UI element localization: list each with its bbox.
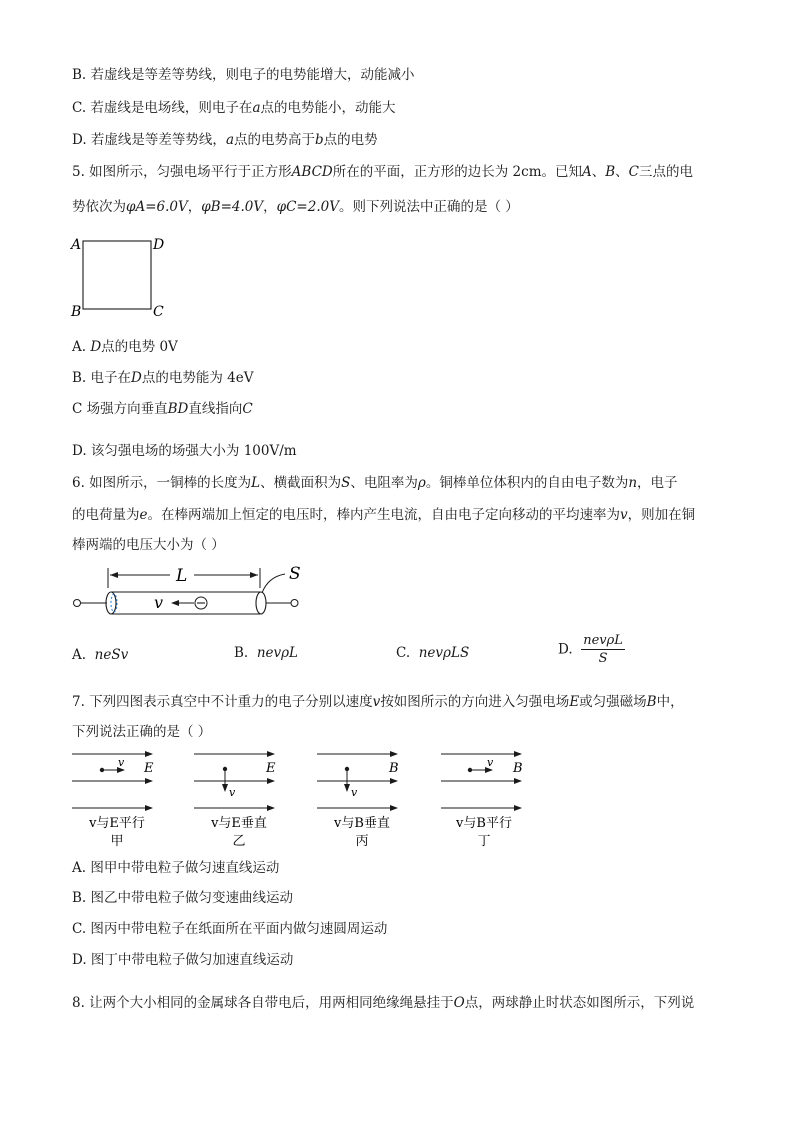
svg-text:v: v bbox=[487, 756, 494, 769]
figure-name: 丁 bbox=[477, 834, 491, 849]
figure-yi bbox=[194, 754, 276, 849]
q6-option-c: C. nevρLS bbox=[396, 645, 470, 661]
q6-option-d: D. $\frac{\text{nevρL}}{S}$ bbox=[558, 633, 623, 666]
figure-name: 丙 bbox=[355, 834, 369, 849]
velocity-label: v bbox=[154, 593, 164, 612]
q6-copper-rod-figure bbox=[70, 560, 315, 620]
q7-stem-line2: 下列说法正确的是（ ） bbox=[72, 724, 212, 740]
label-d: D bbox=[153, 237, 165, 253]
length-label: L bbox=[176, 566, 188, 586]
fraction: $\frac{\text{nevρL}}{S}$ bbox=[583, 633, 623, 666]
figure-caption: v与B垂直 bbox=[334, 816, 390, 831]
label-b: B bbox=[71, 304, 82, 320]
q6-option-b: B. nevρL bbox=[234, 645, 299, 661]
field-label: E bbox=[144, 761, 154, 776]
figure-name: 乙 bbox=[232, 834, 246, 849]
q8-stem-line1: 8. 让两个大小相同的金属球各自带电后，用两相同绝缘绳悬挂于O点，两球静止时状态如图所示，下列说 bbox=[72, 995, 695, 1011]
q5-stem-line2: 势依次为φA=6.0V，φB=4.0V，φC=2.0V。则下列说法中正确的是（ ） bbox=[72, 199, 519, 215]
svg-text:v: v bbox=[229, 786, 236, 799]
rod-left-end bbox=[106, 592, 116, 614]
field-label: B bbox=[513, 761, 523, 776]
q5-option-a: A. D点的电势 0V bbox=[72, 339, 178, 355]
q5-stem-line1: 5. 如图所示，匀强电场平行于正方形ABCD所在的平面，正方形的边长为 2cm。已知A、B、C三点的电 bbox=[72, 164, 694, 180]
q6-stem-line1: 6. 如图所示，一铜棒的长度为L、横截面积为S、电阻率为ρ。铜棒单位体积内的自由电子数为n，电子 bbox=[72, 475, 678, 491]
figure-name: 甲 bbox=[110, 834, 124, 849]
area-label: S bbox=[289, 564, 301, 584]
square-abcd bbox=[83, 241, 151, 309]
q5-option-b: B. 电子在D点的电势能为 4eV bbox=[72, 370, 254, 386]
q7-option-c: C. 图丙中带电粒子在纸面所在平面内做匀速圆周运动 bbox=[72, 921, 388, 937]
q4-option-c: C. 若虚线是电场线，则电子在a点的电势能小，动能大 bbox=[72, 100, 396, 116]
label-c: C bbox=[153, 304, 164, 320]
q5-option-d: D. 该匀强电场的场强大小为 100V/m bbox=[72, 443, 297, 459]
field-label: B bbox=[389, 761, 399, 776]
figure-jia bbox=[72, 754, 154, 849]
q6-stem-line2: 的电荷量为e。在棒两端加上恒定的电压时，棒内产生电流，自由电子定向移动的平均速率为v，则加在铜 bbox=[72, 507, 696, 523]
svg-text:v: v bbox=[351, 786, 358, 799]
q6-option-a: A. neSv bbox=[72, 647, 129, 663]
q4-option-b: B. 若虚线是等差等势线，则电子的电势能增大，动能减小 bbox=[72, 67, 415, 83]
label-a: A bbox=[71, 237, 82, 253]
field-label: E bbox=[266, 761, 276, 776]
q5-square-figure bbox=[66, 232, 176, 320]
figure-caption: v与E平行 bbox=[89, 816, 145, 831]
left-terminal bbox=[74, 600, 81, 607]
q7-stem-line1: 7. 下列四图表示真空中不计重力的电子分别以速度v按如图所示的方向进入匀强电场E或匀强磁场B中， bbox=[72, 694, 684, 710]
q7-option-b: B. 图乙中带电粒子做匀变速曲线运动 bbox=[72, 890, 294, 906]
figure-bing bbox=[317, 754, 399, 849]
q7-option-a: A. 图甲中带电粒子做匀速直线运动 bbox=[72, 860, 280, 876]
svg-text:v: v bbox=[118, 756, 125, 769]
q6-stem-line3: 棒两端的电压大小为（ ） bbox=[72, 537, 225, 553]
figure-caption: v与B平行 bbox=[456, 816, 512, 831]
q7-option-d: D. 图丁中带电粒子做匀加速直线运动 bbox=[72, 952, 294, 968]
q7-field-figures bbox=[60, 746, 540, 856]
q4-option-d: D. 若虚线是等差等势线，a点的电势高于b点的电势 bbox=[72, 132, 378, 148]
area-leader-line bbox=[262, 574, 285, 593]
q5-option-c: C 场强方向垂直BD直线指向C bbox=[72, 401, 253, 417]
rod-right-end bbox=[256, 592, 266, 614]
right-terminal bbox=[291, 600, 298, 607]
figure-ding bbox=[441, 754, 523, 849]
figure-caption: v与E垂直 bbox=[211, 816, 267, 831]
